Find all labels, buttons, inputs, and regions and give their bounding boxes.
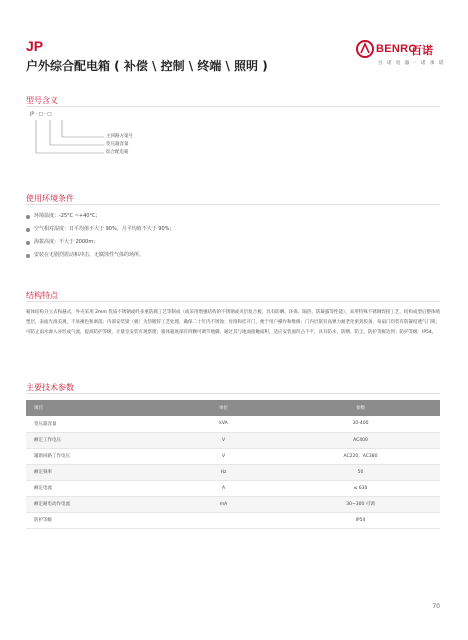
product-code: JP xyxy=(26,38,44,54)
column-header-param: 参数 xyxy=(281,400,440,416)
table-header-row xyxy=(26,400,440,416)
section-title-structure: 结构特点 xyxy=(26,291,58,300)
model-label-box: 综合配电箱 xyxy=(106,150,129,155)
page-title: 户外综合配电箱 ( 补偿 \ 控制 \ 终端 \ 照明 ) xyxy=(26,59,268,73)
table-row: 辅助回路工作电压 V AC220，AC380 xyxy=(26,448,440,464)
structure-description: 箱体结构分立式和悬式，外壳采用 2mm 优质不锈钢或经多重防腐工艺等制成（或采用增强结构的不锈钢或夹层复合板，具有防晒、环保、隔热、防凝露等性能），采用特殊不锈钢焊接工艺，结构成型后整体喷塑层，表面光滑美观，不易褪色和剥落；内部安装梁（板）为热镀锌工艺处理，确保二十年内不锈蚀；母排和挂开门，便于用户操作和维修；门内层嵌有高弹力耐老化密封胶条，每扇门均装有防凝结透气门锁，可防止雨水渗入并形成气流，提高防护等级，计量室安装有观察窗；箱体箱底部有四颗可调节地脚，通过其与地面接触面积，适应安装面凹凸不平，具有防水、防晒、防尘、防护等级达到；防护等级：IP54。 xyxy=(26,310,440,335)
table-row: 防护等级 IP54 xyxy=(26,512,440,528)
section-divider xyxy=(26,301,440,302)
section-divider xyxy=(26,204,440,205)
table-row: 额定频率 Hz 50 xyxy=(26,464,440,480)
brand-name-en: BENRO xyxy=(376,43,418,55)
model-diagram xyxy=(26,112,226,172)
column-header-unit: 单位 xyxy=(166,400,281,416)
benro-logo-icon xyxy=(356,40,374,58)
list-item: 海拔高度：不大于 2000m； xyxy=(26,236,174,249)
table-row: 变压器容量 kVA 30-400 xyxy=(26,416,440,432)
brand-logo xyxy=(356,40,445,74)
list-item: 环境温度：-25°C ~+40°C； xyxy=(26,210,174,223)
section-title-model-meaning: 型号含义 xyxy=(26,96,58,105)
list-item: 空气相对湿度：日平均值不大于 90%，月平均值不大于 90%； xyxy=(26,223,174,236)
section-title-conditions: 使用环境条件 xyxy=(26,194,74,203)
list-item: 安装在无剧烈震动和冲击、无腐蚀性气体的场所。 xyxy=(26,249,174,262)
section-divider xyxy=(26,106,440,107)
column-header-item: 项目 xyxy=(26,400,166,416)
section-title-specs: 主要技术参数 xyxy=(26,383,74,392)
model-label-capacity: 变压器容量 xyxy=(106,142,129,147)
section-divider xyxy=(26,393,440,394)
page-number: 70 xyxy=(432,603,440,610)
spec-table xyxy=(26,400,440,529)
model-code-label: JP - □ - □ xyxy=(30,112,52,117)
bullet-icon xyxy=(26,241,30,245)
bullet-icon xyxy=(26,228,30,232)
brand-tagline-right: 一 诺 承 诺 xyxy=(412,61,445,66)
model-label-circuit: 主回路方案号 xyxy=(106,134,133,139)
brand-tagline-left: 百 诺 电 器 xyxy=(378,61,411,66)
bullet-icon xyxy=(26,254,30,258)
brand-name-cn: 百诺 xyxy=(411,44,433,57)
table-row: 额定电流 A ≤ 630 xyxy=(26,480,440,496)
conditions-list xyxy=(26,210,174,262)
table-row: 额定工作电压 V AC400 xyxy=(26,432,440,448)
bullet-icon xyxy=(26,215,30,219)
table-row: 额定耐电动作电流 mA 30~300 可调 xyxy=(26,496,440,512)
